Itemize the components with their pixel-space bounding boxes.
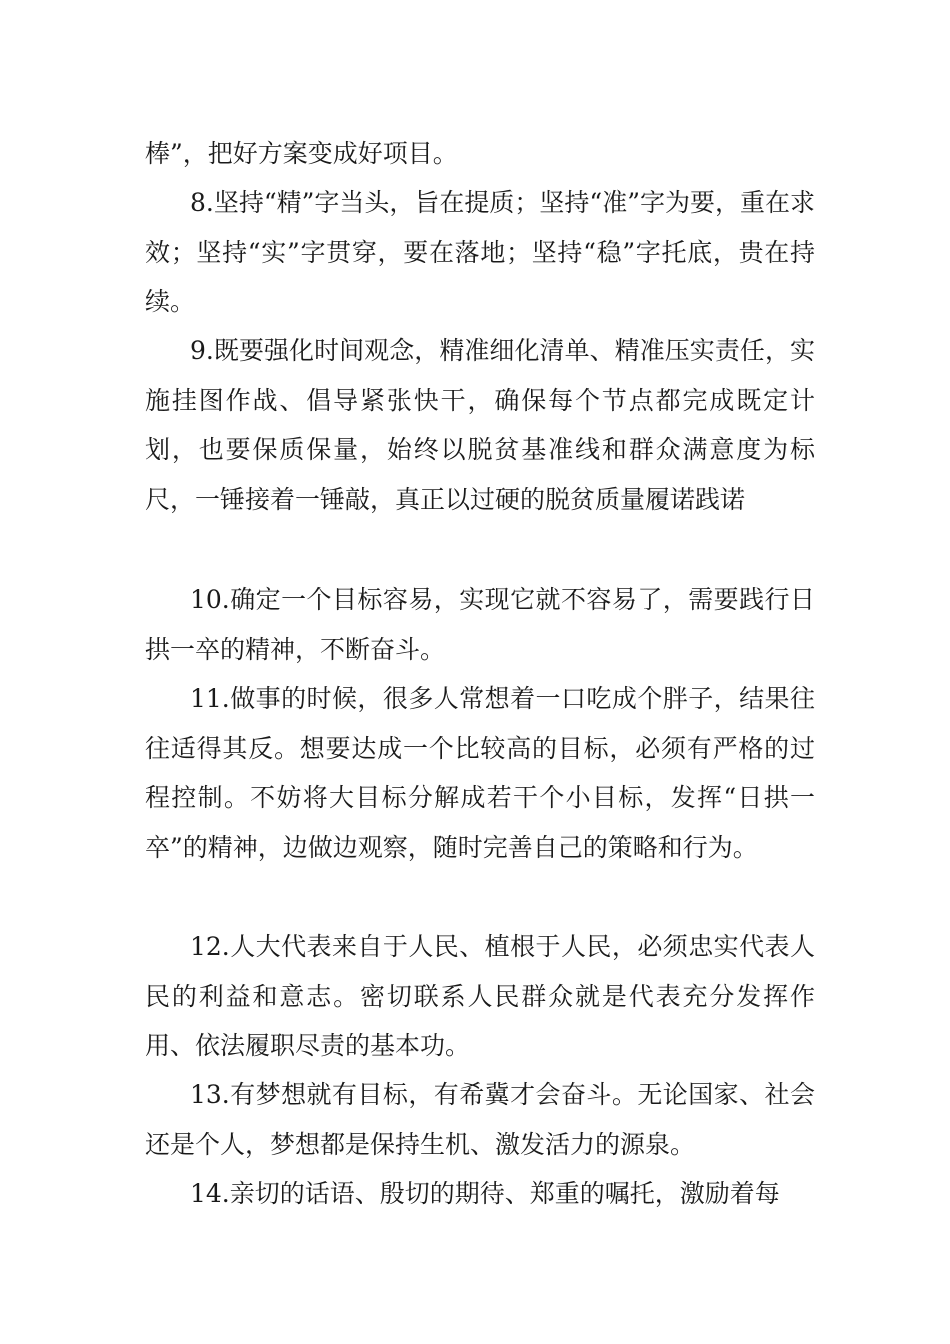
paragraph-14: 14.亲切的话语、殷切的期待、郑重的嘱托，激励着每 [190, 1179, 780, 1208]
paragraph-9: 9.既要强化时间观念，精准细化清单、精准压实责任，实施挂图作战、倡导紧张快干，确保每个节点都完成既定计划，也要保质保量，始终以脱贫基准线和群众满意度为标尺，一锤接着一锤敲，真正以过硬的脱贫质量履诺践诺 [145, 336, 815, 514]
paragraph-12: 12.人大代表来自于人民、植根于人民，必须忠实代表人民的利益和意志。密切联系人民群众就是代表充分发挥作用、依法履职尽责的基本功。 [145, 932, 815, 1060]
paragraph-8-block [145, 178, 815, 327]
paragraph-8: 8.坚持“精”字当头，旨在提质；坚持“准”字为要，重在求效；坚持“实”字贯穿，要在落地；坚持“稳”字托底，贵在持续。 [145, 188, 815, 316]
paragraph-13-block [145, 1070, 815, 1169]
paragraph-11: 11.做事的时候，很多人常想着一口吃成个胖子，结果往往适得其反。想要达成一个比较高的目标，必须有严格的过程控制。不妨将大目标分解成若干个小目标，发挥“日拱一卒”的精神，边做边观察，随时完善自己的策略和行为。 [145, 684, 815, 862]
paragraph-13: 13.有梦想就有目标，有希冀才会奋斗。无论国家、社会还是个人，梦想都是保持生机、激发活力的源泉。 [145, 1080, 815, 1159]
paragraph-11-block [145, 674, 815, 872]
paragraph-14-block [145, 1169, 815, 1219]
paragraph-7-tail: 棒”，把好方案变成好项目。 [145, 139, 458, 168]
paragraph-10: 10.确定一个目标容易，实现它就不容易了，需要践行日拱一卒的精神，不断奋斗。 [145, 585, 815, 664]
paragraph-12-block [145, 922, 815, 1071]
paragraph-10-block [145, 575, 815, 674]
paragraph-continuation [145, 129, 815, 179]
paragraph-9-block [145, 326, 815, 524]
